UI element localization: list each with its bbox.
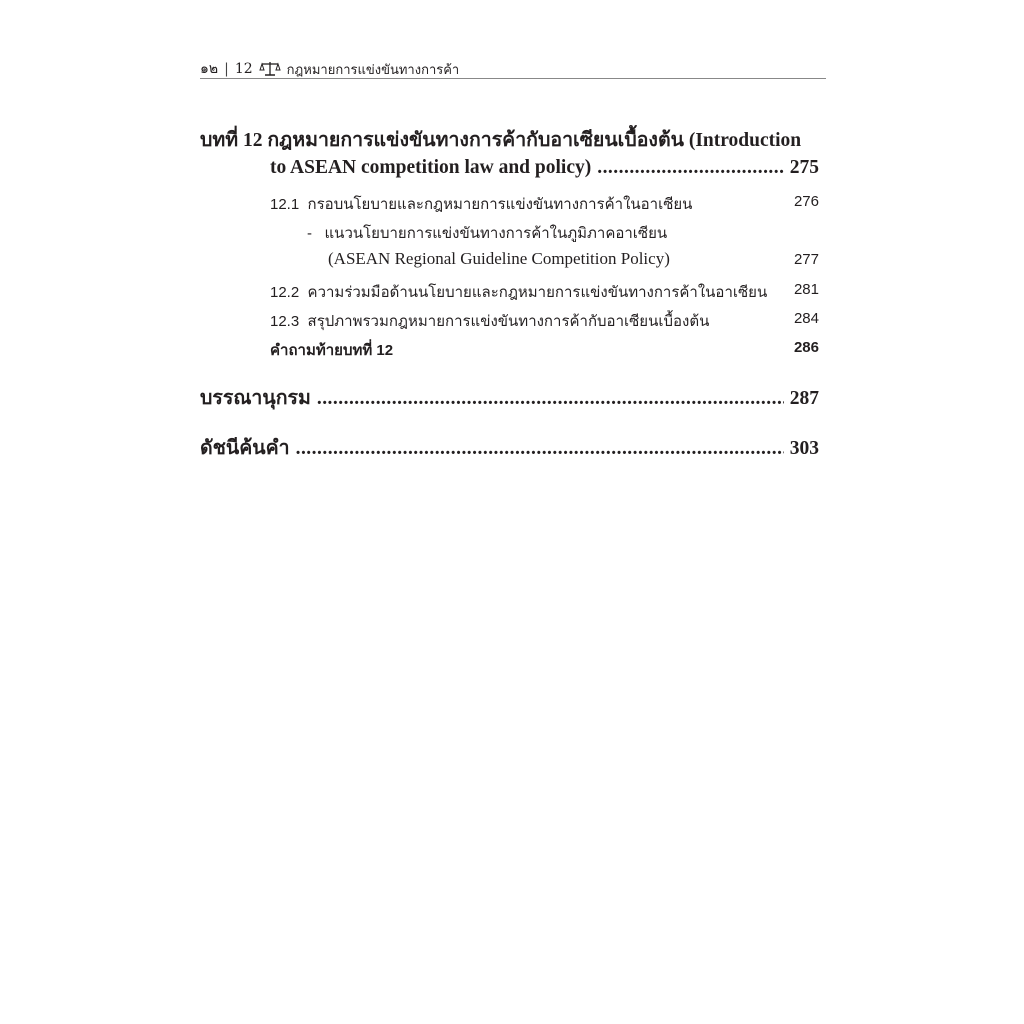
chapter-page: 275 — [789, 157, 819, 178]
section-number: 12.3 — [270, 313, 300, 330]
section-number: 12.2 — [270, 284, 300, 301]
section-title: ความร่วมมือด้านนโยบายและกฎหมายการแข่งขันทางการค้าในอาเซียน — [307, 284, 768, 301]
section-page: 277 — [793, 251, 819, 268]
entry-title: บรรณานุกรม — [200, 388, 311, 409]
book-title: กฎหมายการแข่งขันทางการค้า — [286, 62, 460, 78]
toc-entry-guideline[interactable] — [307, 221, 667, 245]
header-rule — [200, 78, 826, 79]
toc-entry-12-2[interactable] — [270, 280, 767, 304]
section-page: 281 — [793, 281, 819, 298]
section-title: แนวนโยบายการแข่งขันทางการค้าในภูมิภาคอาเซียน — [324, 225, 668, 242]
dot-leader — [597, 157, 784, 179]
toc-entry-12-1[interactable] — [270, 192, 692, 216]
toc-entry-bibliography[interactable] — [200, 382, 819, 413]
toc-entry-chapter-12[interactable] — [270, 157, 819, 179]
section-title: สรุปภาพรวมกฎหมายการแข่งขันทางการค้ากับอาเซียนเบื้องต้น — [307, 313, 710, 330]
bullet: - — [307, 225, 312, 242]
toc-entry-index[interactable] — [200, 432, 819, 463]
dot-leader — [317, 388, 784, 410]
section-title: กรอบนโยบายและกฎหมายการแข่งขันทางการค้าในอาเซียน — [307, 196, 693, 213]
section-number: 12.1 — [270, 196, 300, 213]
chapter-title-line2: to ASEAN competition law and policy) — [270, 157, 592, 178]
scales-of-justice-icon — [259, 61, 281, 77]
toc-entry-12-3[interactable] — [270, 309, 709, 333]
section-page: 276 — [793, 193, 819, 210]
chapter-title-line1: บทที่ 12 กฎหมายการแข่งขันทางการค้ากับอาเซียนเบื้องต้น (Introduction — [200, 130, 802, 151]
dot-leader — [296, 438, 784, 460]
section-page: 284 — [793, 310, 819, 327]
running-header — [200, 58, 459, 80]
entry-page: 303 — [789, 438, 819, 459]
toc-entry-questions[interactable]: คำถามท้ายบทที่ 12 — [270, 342, 394, 359]
entry-page: 287 — [789, 388, 819, 409]
header-separator: | — [224, 61, 229, 77]
section-title-en: (ASEAN Regional Guideline Competition Policy) — [328, 249, 670, 268]
entry-title: ดัชนีค้นคำ — [200, 438, 290, 459]
page-number-thai: ๑๒ — [200, 61, 219, 77]
page-number: 12 — [234, 61, 253, 77]
section-page: 286 — [793, 339, 819, 356]
